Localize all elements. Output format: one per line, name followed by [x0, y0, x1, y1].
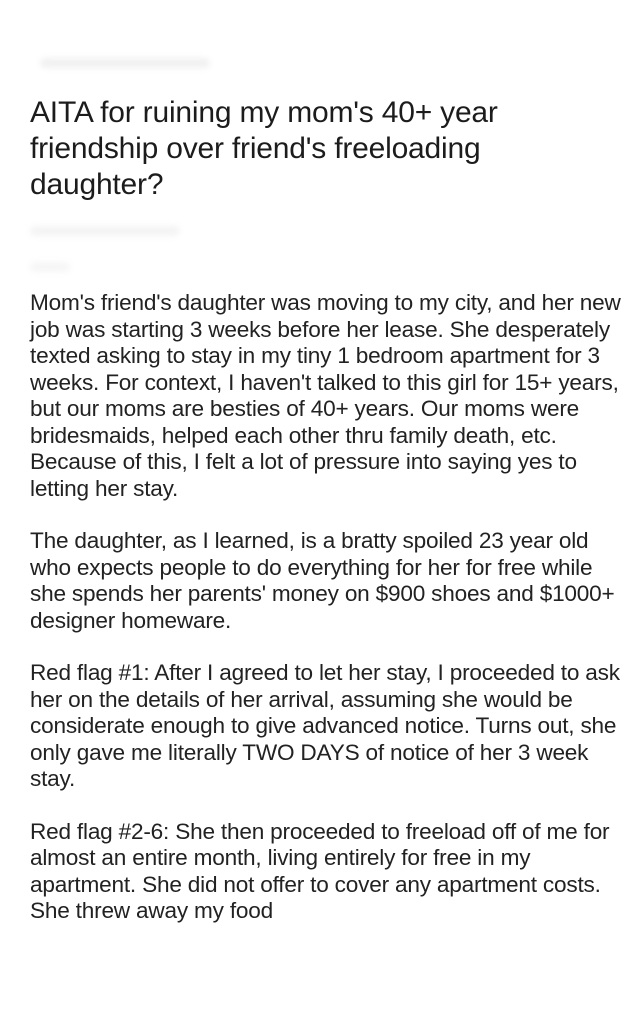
post-paragraph: Red flag #2-6: She then proceeded to freeload off of me for almost an entire month, living entirely for free in my apartment. She did not offer to cover any apartment costs. She threw away my food: [30, 818, 610, 923]
post-title: AITA for ruining my mom's 40+ year friendship over friend's freeloading daughter?: [30, 96, 498, 201]
post-paragraph: The daughter, as I learned, is a bratty spoiled 23 year old who expects people to do everything for her for free while she spends her parents' money on $900 shoes and $1000+ designer homeware.: [30, 528, 615, 633]
post-paragraph: Red flag #1: After I agreed to let her stay, I proceeded to ask her on the details of her arrival, assuming she would be considerate enough to give advanced notice. Turns out, she only gave me literally TWO DAYS of notice of her 3 week stay.: [30, 660, 620, 791]
post-body: [30, 290, 626, 951]
post-paragraph: Mom's friend's daughter was moving to my city, and her new job was starting 3 weeks before her lease. She desperately texted asking to stay in my tiny 1 bedroom apartment for 3 weeks. For context, I haven't talked to this girl for 15+ years, but our moms are besties of 40+ years. Our moms were bridesmaids, helped each other thru family death, etc. Because of this, I felt a lot of pressure into saying yes to letting her stay.: [30, 290, 621, 501]
redacted-meta-small: [30, 262, 70, 272]
redacted-meta: [30, 226, 180, 236]
redacted-header: [40, 58, 210, 68]
